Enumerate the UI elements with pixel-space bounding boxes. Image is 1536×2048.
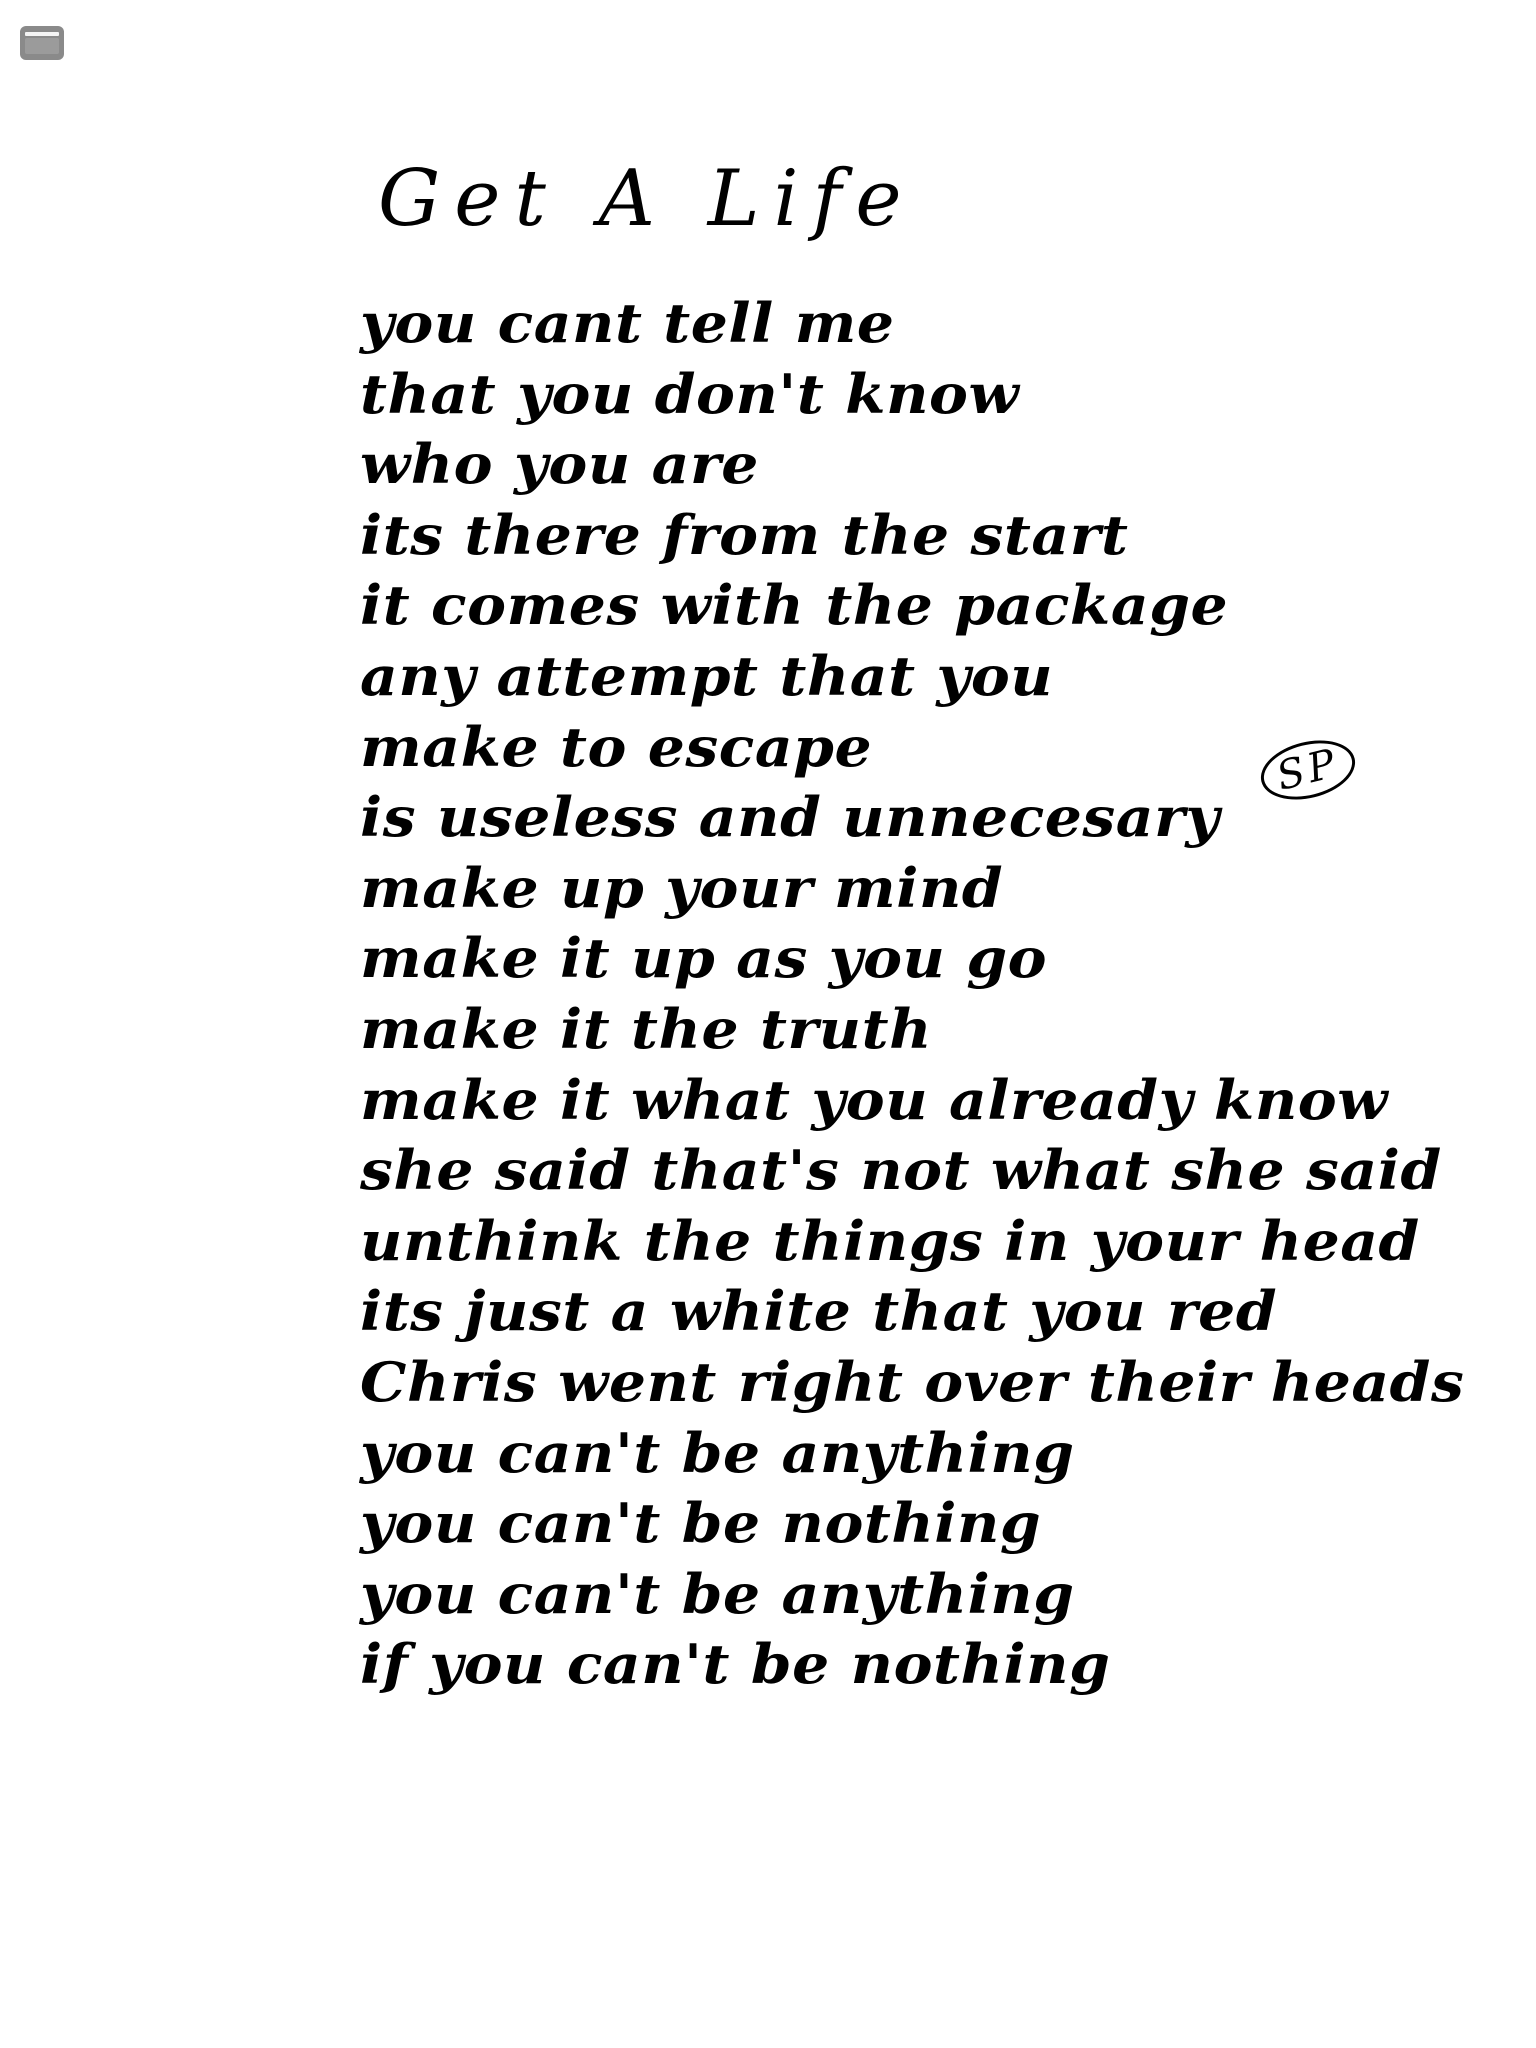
lyric-line: make it the truth: [360, 996, 933, 1061]
lyric-line: make to escape: [360, 714, 873, 779]
sidebar-toggle-button[interactable]: [20, 26, 64, 60]
lyric-line: if you can't be nothing: [360, 1632, 1111, 1697]
lyric-line: it comes with the package: [360, 573, 1229, 638]
lyric-line: unthink the things in your head: [360, 1208, 1420, 1273]
circled-initials: SP: [1255, 731, 1362, 809]
lyric-line: make it what you already know: [360, 1067, 1388, 1132]
lyric-line: who you are: [360, 432, 759, 497]
handwritten-page: [360, 154, 1510, 1840]
lyric-line: you can't be nothing: [360, 1491, 1042, 1556]
lyric-line: Chris went right over their heads: [360, 1349, 1465, 1414]
lyric-line: that you don't know: [360, 361, 1020, 426]
lyric-line: make up your mind: [360, 855, 1004, 920]
page-title: Get A Life: [378, 154, 916, 244]
lyric-line: make it up as you go: [360, 926, 1048, 991]
lyric-line: she said that's not what she said: [360, 1138, 1442, 1203]
lyric-line: is useless and unnecesary: [360, 785, 1220, 850]
sidebar-toggle-icon: [25, 32, 59, 36]
lyric-line: any attempt that you: [360, 643, 1054, 708]
lyric-line: you cant tell me: [360, 291, 895, 355]
sidebar-toggle-icon-body: [25, 38, 59, 54]
lyric-line: its just a white that you red: [360, 1279, 1278, 1344]
lyric-line: its there from the start: [360, 502, 1129, 567]
lyric-line: you can't be anything: [360, 1420, 1075, 1485]
lyric-line: you can't be anything: [360, 1561, 1075, 1626]
lyrics-list: [360, 288, 1465, 1700]
